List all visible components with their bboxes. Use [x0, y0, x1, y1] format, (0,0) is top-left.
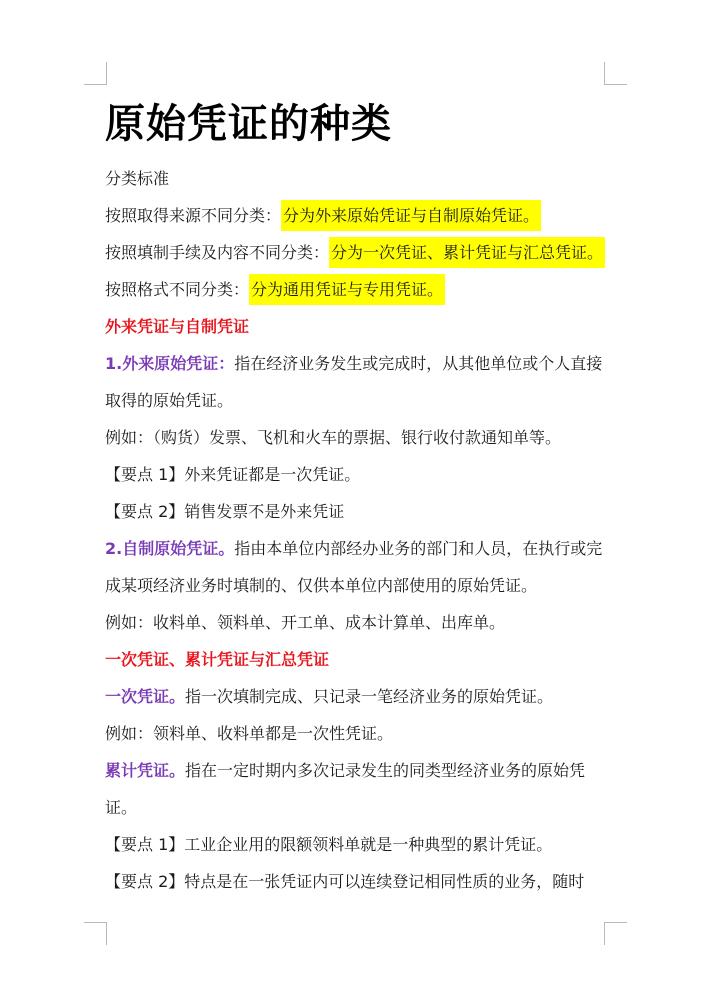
classification-item-format — [105, 271, 615, 308]
page-corner-mark-bottom-right — [604, 922, 627, 945]
key-point-2: 【要点 2】特点是在一张凭证内可以连续登记相同性质的业务，随时 — [105, 872, 585, 891]
key-point-2: 【要点 2】销售发票不是外来凭证 — [105, 502, 345, 521]
key-point-1: 【要点 1】工业企业用的限额领料单就是一种典型的累计凭证。 — [105, 835, 553, 854]
classification-heading: 分类标准 — [105, 169, 170, 188]
term-external-voucher: 1.外来原始凭证： — [105, 354, 235, 373]
definition-text: 指一次填制完成、只记录一笔经济业务的原始凭证。 — [185, 687, 554, 706]
classification-label: 按照取得来源不同分类： — [105, 206, 282, 225]
classification-label: 按照填制手续及内容不同分类： — [105, 243, 330, 262]
highlighted-text: 分为通用凭证与专用凭证。 — [249, 274, 445, 305]
paragraph-cumulative-voucher — [105, 752, 615, 826]
page-corner-mark-bottom-left — [84, 922, 107, 945]
classification-item-procedure — [105, 234, 615, 271]
key-point-1: 【要点 1】外来凭证都是一次凭证。 — [105, 465, 361, 484]
example-one-time: 例如：领料单、收料单都是一次性凭证。 — [105, 724, 394, 743]
example-external: 例如：（购货）发票、飞机和火车的票据、银行收付款通知单等。 — [105, 428, 562, 447]
highlighted-text: 分为外来原始凭证与自制原始凭证。 — [281, 200, 541, 231]
term-internal-voucher: 2.自制原始凭证。 — [105, 539, 235, 558]
classification-item-source — [105, 197, 615, 234]
paragraph-one-time-voucher — [105, 678, 615, 715]
paragraph-external-voucher — [105, 345, 615, 419]
page-corner-mark-top-left — [84, 62, 107, 85]
definition-text: 指由本单位内部经办业务的部门和人员，在执行或完成某项经济业务时填制的、仅供本单位内部使用的原始凭证。 — [105, 539, 603, 595]
example-internal: 例如：收料单、领料单、开工单、成本计算单、出库单。 — [105, 613, 506, 632]
term-cumulative-voucher: 累计凭证。 — [105, 761, 186, 780]
section-heading-voucher-types: 一次凭证、累计凭证与汇总凭证 — [105, 650, 330, 669]
highlighted-text: 分为一次凭证、累计凭证与汇总凭证。 — [329, 237, 605, 268]
definition-text: 指在一定时期内多次记录发生的同类型经济业务的原始凭证。 — [105, 761, 586, 817]
classification-label: 按照格式不同分类： — [105, 280, 250, 299]
page-corner-mark-top-right — [604, 62, 627, 85]
paragraph-internal-voucher — [105, 530, 615, 604]
term-one-time-voucher: 一次凭证。 — [105, 687, 186, 706]
definition-text: 指在经济业务发生或完成时，从其他单位或个人直接取得的原始凭证。 — [105, 354, 603, 410]
page-title: 原始凭证的种类 — [105, 101, 392, 147]
section-heading-external-internal: 外来凭证与自制凭证 — [105, 317, 250, 336]
document-body — [105, 92, 615, 900]
